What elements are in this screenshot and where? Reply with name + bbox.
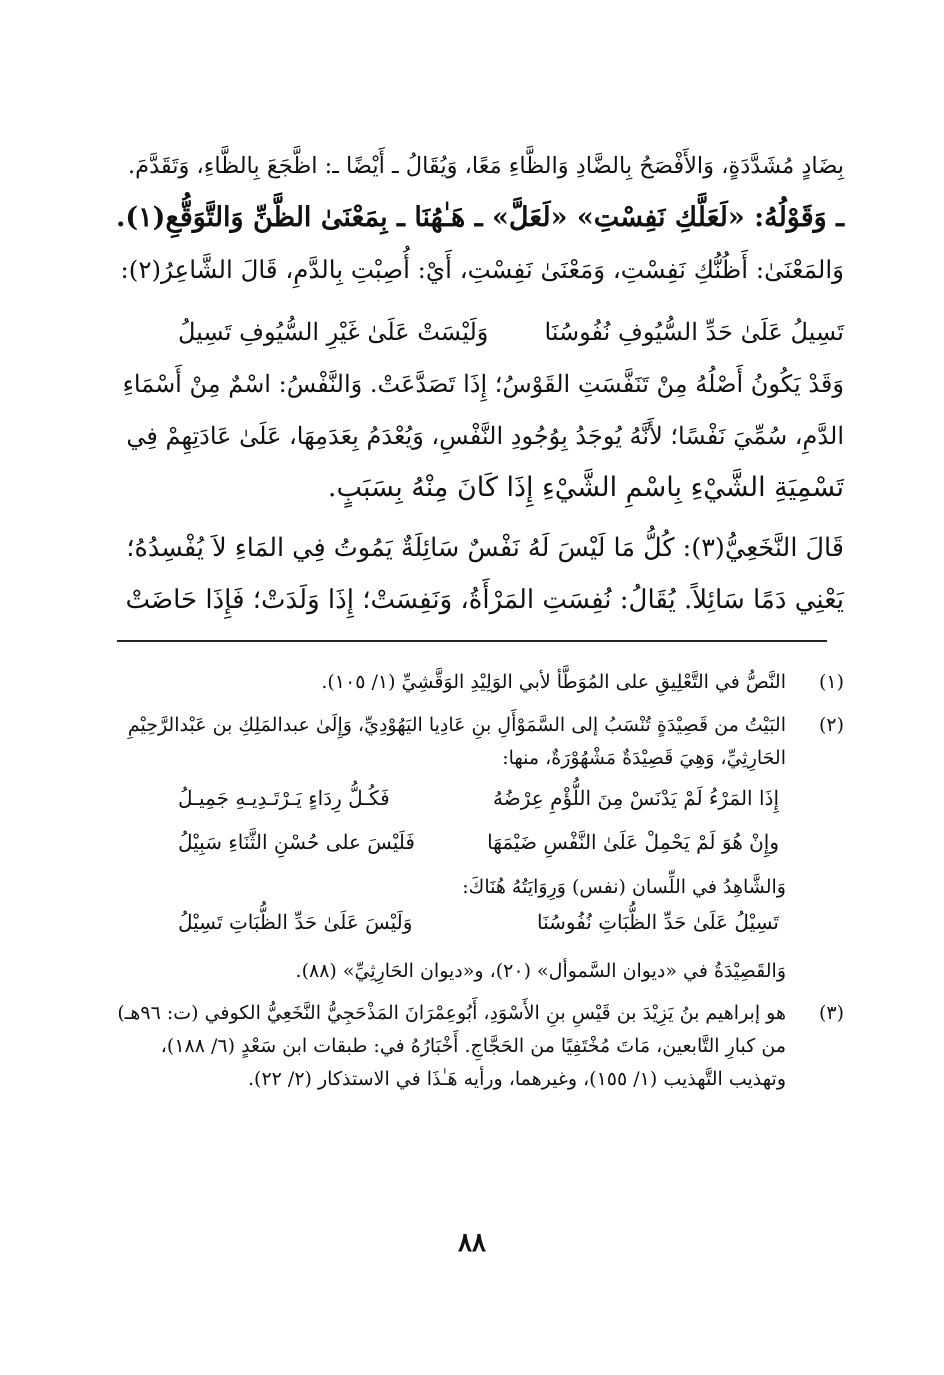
body-line: قَالَ النَّخَعِيُّ(٣): كُلُّ مَا لَيْسَ لَهُ نَفْسٌ سَائِلَةٌ يَمُوتُ فِي المَاءِ لاَ يُفْسِدُهُ؛ xyxy=(126,533,844,563)
footnote-text: البَيْتُ من قَصِيْدَةٍ تُنْسَبُ إلى السَّمَوْأَلِ بنِ عَادِيا اليَهُوْدِيِّ، وَإِلَىٰ عبدالمَلِكِ بن عَبْدالرَّحِيْمِ xyxy=(127,714,786,736)
footnote-2 xyxy=(114,709,844,775)
verse-second-hemistich: وَلَيْسَتْ عَلَىٰ غَيْرِ السُّيُوفِ تَسِيلُ xyxy=(178,318,489,346)
body-line-3: وَالمَعْنَىٰ: أَظُنُّكِ نَفِسْتِ، وَمَعْنَىٰ نَفِسْتِ، أَيْ: أُصِبْتِ بِالدَّمِ، قَالَ الشَّاعِرُ(٢): xyxy=(120,255,844,284)
footnote-number: (١) xyxy=(818,671,844,693)
body-line: يَعْنِي دَمًا سَائِلاً. يُقَالُ: نُفِسَتِ المَرْأَةُ، وَنَفِسَتْ؛ إِذَا وَلَدَتْ؛ فَإِذَا حَاضَتْ xyxy=(125,585,844,615)
footnote-1 xyxy=(114,666,844,699)
body-line: وَقَدْ يَكُونُ أَصْلُهُ مِنْ تَنَفَّسَتِ القَوْسُ؛ إِذَا تَصَدَّعَتْ. وَالنَّفْسُ: اسْمٌ مِنْ أَسْمَاءِ xyxy=(122,370,844,398)
page-number: ٨٨ xyxy=(458,1228,486,1258)
footnote-verse-1-first: إِذَا المَرْءُ لَمْ يَدْنَسْ مِنَ اللُّؤْمِ عِرْضُهُ xyxy=(493,786,779,810)
footnote-2-continued xyxy=(114,871,844,904)
footnote-text: هو إبراهيم بنُ يَزِيْدَ بن قَيْسِ بنِ الأَسْوَدِ، أَبُوعِمْرَانَ المَذْحَجِيُّ النَّخَعِيُّ الكوفي (ت: ٩٦هـ) xyxy=(117,1002,786,1024)
footnote-3 xyxy=(114,997,844,1096)
footnote-text: الحَارِثِيِّ، وَهِيَ قَصِيْدَةٌ مَشْهُوْرَةٌ، منها: xyxy=(502,747,786,769)
footnote-verse-2-first: وإِنْ هُوَ لَمْ يَحْمِلْ عَلَىٰ النَّفْسِ ضَيْمَهَا xyxy=(487,830,779,854)
footnote-text: من كبارِ التَّابعين، مَاتَ مُخْتَفِيًا من الحَجَّاجِ. أَخْبَارُهُ في: طبقات ابن سَعْدٍ (٦/ ١٨٨)، xyxy=(160,1035,786,1057)
body-line: الدَّمِ، سُمِّيَ نَفْسًا؛ لأَنَّهُ يُوجَدُ بِوُجُودِ النَّفْسِ، وَيُعْدَمُ بِعَدَمِهَا، عَلَىٰ عَادَتِهِمْ فِي xyxy=(126,422,844,450)
body-paragraph-2 xyxy=(114,358,844,514)
footnote-2-end xyxy=(114,955,844,988)
footnote-number: (٢) xyxy=(818,714,844,736)
footnote-verse-3-first: تَسِيْلُ عَلَىٰ حَدِّ الظُّبَاتِ نُفُوسُنَا xyxy=(536,910,779,934)
body-line: تَسْمِيَةِ الشَّيْءِ بِاسْمِ الشَّيْءِ إِذَا كَانَ مِنْهُ بِسَبَبٍ. xyxy=(327,472,844,503)
verse-first-hemistich: تَسِيلُ عَلَىٰ حَدِّ السُّيُوفِ نُفُوسُنَا xyxy=(544,318,844,346)
body-paragraph-1 xyxy=(114,140,844,296)
body-line-2: ـ وَقَوْلُهُ: «لَعَلَّكِ نَفِسْتِ» «لَعَلَّ» ـ هَـٰهُنَا ـ بِمَعْنَىٰ الظَّنِّ وَالتَّوَقُّعِ(١). xyxy=(115,202,844,233)
footnote-text: وتهذيب التَّهذيب (١/ ١٥٥)، وغيرهما، ورأيه هَـٰذَا في الاستذكار (٢/ ٢٢). xyxy=(247,1068,786,1090)
footnote-verse-1-second: فَكُـلُّ رِدَاءٍ يَـرْتَـدِيـهِ جَمِيـلُ xyxy=(178,786,390,810)
body-paragraph-3 xyxy=(114,522,844,626)
body-line-1: بِضَادٍ مُشَدَّدَةٍ، وَالأَفْصَحُ بِالضَّادِ وَالظَّاءِ مَعًا، وَيُقَالُ ـ أَيْضًا ـ: اظَّجَعَ بِالظَّاءِ، وَتَقَدَّمَ. xyxy=(127,153,844,179)
footnote-verse-3-second: وَلَيْسَ عَلَىٰ حَدِّ الظُّبَاتِ تَسِيْلُ xyxy=(178,910,413,934)
footnote-text: وَالقَصِيْدَةُ في «ديوان السَّموأل» (٢٠)، و«ديوان الحَارِثِيِّ» (٨٨). xyxy=(295,960,786,982)
footnote-text: وَالشَّاهِدُ في اللِّسان (نفس) وَرِوَايَتُهُ هُنَاكَ: xyxy=(462,876,786,898)
footnote-verse-2-second: فَلَيْسَ على حُسْنِ الثَّنَاءِ سَبِيْلُ xyxy=(178,830,415,854)
footnote-number: (٣) xyxy=(818,1002,844,1024)
footnote-separator xyxy=(117,640,827,642)
footnote-text: النَّصُّ في التَّعْلِيقِ على المُوَطَّأ لأبي الوَلِيْدِ الوَقَّشِيِّ (١/ ١٠٥). xyxy=(321,671,786,693)
